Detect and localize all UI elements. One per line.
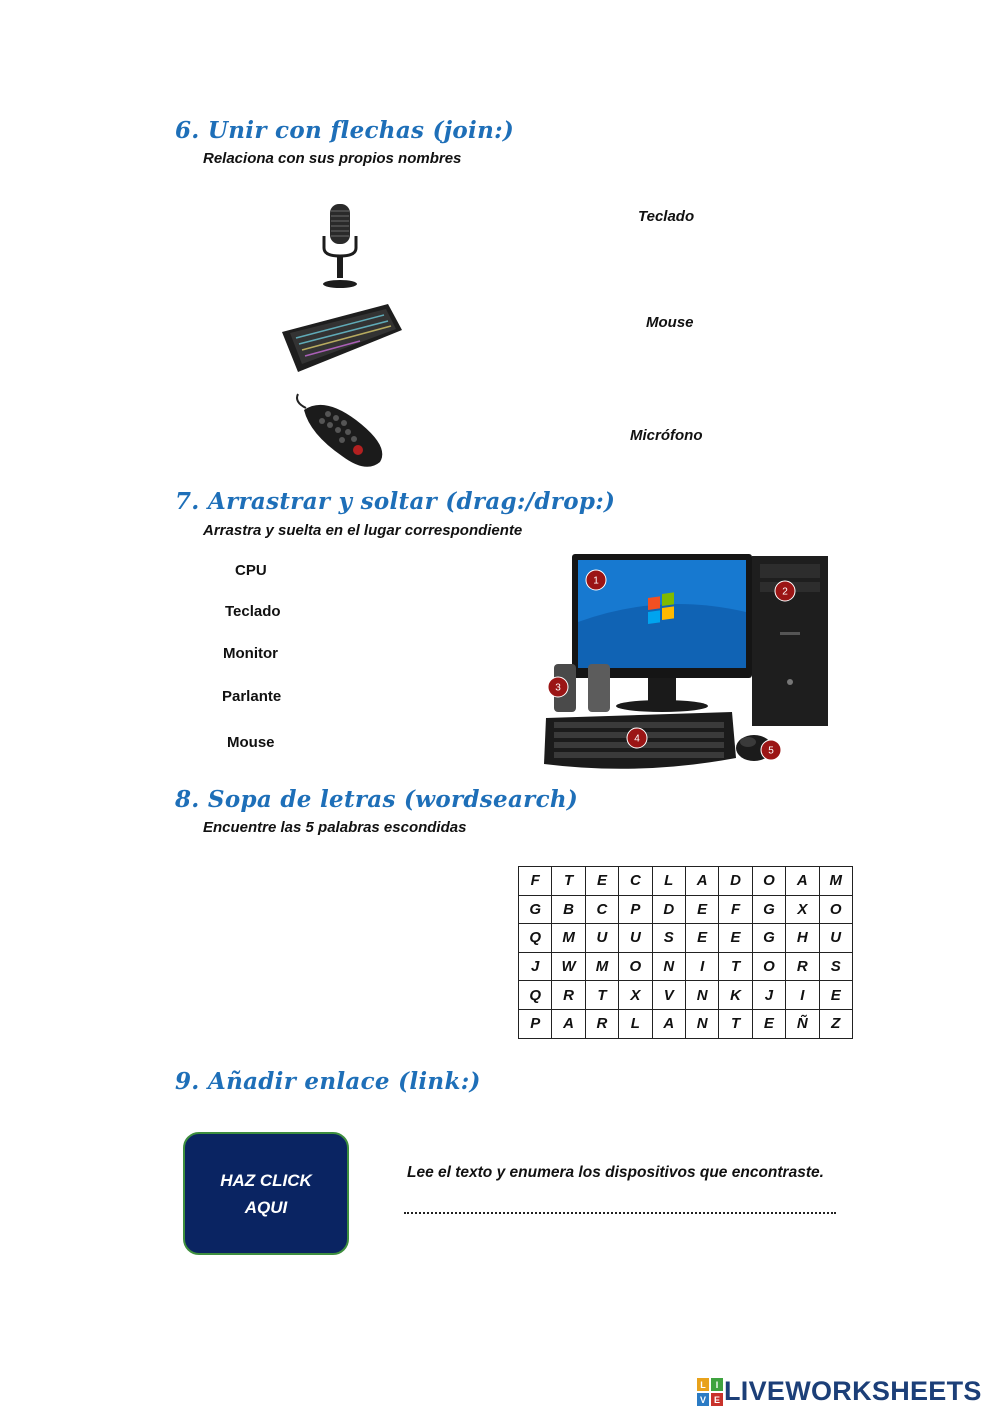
section-9-title: 9. Añadir enlace (link:) — [175, 1068, 481, 1095]
wordsearch-cell[interactable]: A — [652, 1009, 685, 1038]
wordsearch-cell[interactable]: M — [552, 924, 585, 953]
wordsearch-cell[interactable]: E — [819, 981, 852, 1010]
wordsearch-cell[interactable]: N — [685, 981, 718, 1010]
drag-label-cpu[interactable]: CPU — [235, 562, 267, 579]
wordsearch-row — [519, 952, 853, 981]
wordsearch-cell[interactable]: Q — [519, 924, 552, 953]
svg-text:1: 1 — [593, 575, 599, 587]
wordsearch-cell[interactable]: D — [719, 867, 752, 896]
wordsearch-row — [519, 981, 853, 1010]
wordsearch-cell[interactable]: H — [786, 924, 819, 953]
wordsearch-cell[interactable]: E — [719, 924, 752, 953]
section-7-instruction: Arrastra y suelta en el lugar correspondiente — [203, 522, 523, 539]
wordsearch-cell[interactable]: T — [719, 1009, 752, 1038]
svg-text:I: I — [715, 1379, 719, 1390]
wordsearch-cell[interactable]: V — [652, 981, 685, 1010]
wordsearch-cell[interactable]: F — [519, 867, 552, 896]
wordsearch-cell[interactable]: M — [819, 867, 852, 896]
wordsearch-cell[interactable]: G — [519, 895, 552, 924]
svg-text:L: L — [700, 1379, 706, 1390]
wordsearch-grid — [518, 866, 853, 1039]
wordsearch-cell[interactable]: T — [719, 952, 752, 981]
wordsearch-cell[interactable]: R — [552, 981, 585, 1010]
drag-label-parlante[interactable]: Parlante — [222, 688, 282, 705]
wordsearch-cell[interactable]: T — [552, 867, 585, 896]
wordsearch-cell[interactable]: E — [685, 895, 718, 924]
microphone-image[interactable] — [318, 202, 362, 290]
wordsearch-cell[interactable]: W — [552, 952, 585, 981]
wordsearch-cell[interactable]: O — [819, 895, 852, 924]
wordsearch-cell[interactable]: K — [719, 981, 752, 1010]
wordsearch-cell[interactable]: E — [585, 867, 618, 896]
join-label-mouse[interactable]: Mouse — [646, 314, 694, 331]
wordsearch-cell[interactable]: P — [619, 895, 652, 924]
wordsearch-cell[interactable]: N — [652, 952, 685, 981]
wordsearch-cell[interactable]: F — [719, 895, 752, 924]
wordsearch-cell[interactable]: J — [752, 981, 785, 1010]
wordsearch-cell[interactable]: Ñ — [786, 1009, 819, 1038]
marker-2[interactable] — [775, 581, 795, 601]
wordsearch-cell[interactable]: A — [552, 1009, 585, 1038]
section-8-title: 8. Sopa de letras (wordsearch) — [175, 786, 579, 813]
section-8-instruction: Encuentre las 5 palabras escondidas — [203, 819, 467, 836]
wordsearch-cell[interactable]: G — [752, 895, 785, 924]
wordsearch-cell[interactable]: R — [585, 1009, 618, 1038]
wordsearch-cell[interactable]: A — [786, 867, 819, 896]
section-6-title: 6. Unir con flechas (join:) — [175, 117, 515, 144]
wordsearch-cell[interactable]: U — [619, 924, 652, 953]
wordsearch-cell[interactable]: S — [819, 952, 852, 981]
drag-label-teclado[interactable]: Teclado — [225, 603, 281, 620]
wordsearch-cell[interactable]: E — [752, 1009, 785, 1038]
wordsearch-cell[interactable]: L — [652, 867, 685, 896]
liveworksheets-logo-icon — [696, 1377, 724, 1407]
wordsearch-row — [519, 867, 853, 896]
wordsearch-cell[interactable]: X — [786, 895, 819, 924]
answer-dotted-line[interactable] — [404, 1212, 836, 1214]
link-button-label: HAZ CLICK AQUI — [220, 1170, 312, 1217]
svg-text:3: 3 — [555, 682, 561, 694]
wordsearch-cell[interactable]: C — [619, 867, 652, 896]
marker-4[interactable] — [627, 728, 647, 748]
section-9-instruction: Lee el texto y enumera los dispositivos que encontraste. — [407, 1164, 824, 1181]
wordsearch-cell[interactable]: J — [519, 952, 552, 981]
wordsearch-cell[interactable]: A — [685, 867, 718, 896]
wordsearch-cell[interactable]: L — [619, 1009, 652, 1038]
wordsearch-cell[interactable]: T — [585, 981, 618, 1010]
svg-text:2: 2 — [782, 586, 788, 598]
computer-setup-image — [540, 552, 830, 776]
wordsearch-row — [519, 924, 853, 953]
wordsearch-cell[interactable]: S — [652, 924, 685, 953]
liveworksheets-brand — [696, 1376, 982, 1407]
wordsearch-cell[interactable]: O — [752, 867, 785, 896]
wordsearch-cell[interactable]: N — [685, 1009, 718, 1038]
wordsearch-cell[interactable]: I — [685, 952, 718, 981]
drag-label-monitor[interactable]: Monitor — [223, 645, 278, 662]
wordsearch-cell[interactable]: D — [652, 895, 685, 924]
wordsearch-cell[interactable]: E — [685, 924, 718, 953]
keyboard-image[interactable] — [280, 302, 404, 374]
wordsearch-cell[interactable]: M — [585, 952, 618, 981]
section-6-instruction: Relaciona con sus propios nombres — [203, 150, 462, 167]
wordsearch-cell[interactable]: R — [786, 952, 819, 981]
wordsearch-cell[interactable]: Z — [819, 1009, 852, 1038]
wordsearch-cell[interactable]: O — [619, 952, 652, 981]
wordsearch-cell[interactable]: U — [819, 924, 852, 953]
marker-5[interactable] — [761, 740, 781, 760]
wordsearch-row — [519, 895, 853, 924]
haz-click-aqui-button[interactable] — [183, 1132, 349, 1255]
join-label-teclado[interactable]: Teclado — [638, 208, 695, 225]
wordsearch-cell[interactable]: X — [619, 981, 652, 1010]
liveworksheets-wordmark: LIVEWORKSHEETS — [724, 1376, 982, 1406]
wordsearch-cell[interactable]: B — [552, 895, 585, 924]
marker-3[interactable] — [548, 677, 568, 697]
join-label-microfono[interactable]: Micrófono — [630, 427, 703, 444]
svg-text:5: 5 — [768, 745, 774, 757]
wordsearch-cell[interactable]: U — [585, 924, 618, 953]
marker-1[interactable] — [586, 570, 606, 590]
wordsearch-cell[interactable]: Q — [519, 981, 552, 1010]
svg-text:4: 4 — [634, 733, 640, 745]
section-7-title: 7. Arrastrar y soltar (drag:/drop:) — [175, 488, 616, 515]
wordsearch-cell[interactable]: P — [519, 1009, 552, 1038]
wordsearch-row — [519, 1009, 853, 1038]
wordsearch-cell[interactable]: G — [752, 924, 785, 953]
svg-text:V: V — [699, 1394, 707, 1405]
wordsearch-cell[interactable]: O — [752, 952, 785, 981]
svg-text:E: E — [713, 1394, 721, 1405]
drag-label-mouse[interactable]: Mouse — [227, 734, 275, 751]
wordsearch-cell[interactable]: C — [585, 895, 618, 924]
wordsearch-cell[interactable]: I — [786, 981, 819, 1010]
mouse-image[interactable] — [292, 390, 392, 470]
